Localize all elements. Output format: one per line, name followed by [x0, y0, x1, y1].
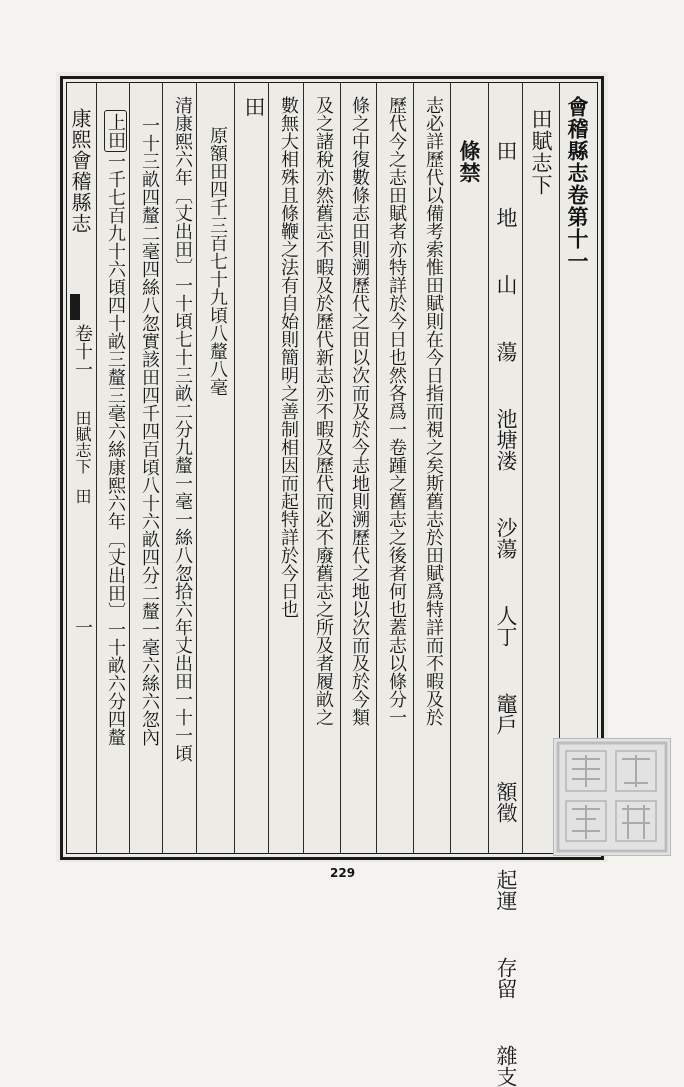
land-qing-line: 清康熙六年〔丈出田〕一十頃七十三畝二分九釐一毫一絲八忽拾六年丈出田一十一頃 — [172, 96, 193, 762]
land-original-line: 原額田四千三百七十九頃八釐八毫 — [207, 126, 228, 396]
margin-separator — [70, 290, 80, 328]
margin-volume: 卷十一 — [72, 324, 93, 378]
contents-item: 蕩 — [494, 341, 518, 362]
body-line: 志必詳歷代以備考索惟田賦則在今日指而視之矣斯舊志於田賦爲特詳而不暇及於 — [423, 96, 444, 726]
column-divider — [234, 82, 235, 854]
contents-item: 起運 — [494, 869, 518, 911]
contents-item: 田 — [494, 140, 518, 161]
column-divider — [268, 82, 269, 854]
column-divider — [196, 82, 197, 854]
upper-field-tag: 上田 — [104, 110, 127, 152]
contents-item: 山 — [494, 274, 518, 295]
body-line: 條之中復數條志田則溯歷代之田以次而及於今志地則溯歷代之地以次而及於今類 — [349, 96, 370, 726]
margin-subsection: 田 — [73, 488, 92, 504]
section-subtitle: 田賦志下 — [529, 108, 553, 196]
column-divider — [340, 82, 341, 854]
column-divider — [488, 82, 489, 854]
body-line: 數無大相殊且條鞭之法有自始則簡明之善制相因而起特詳於今日也 — [278, 96, 299, 618]
margin-section: 田賦志下 — [73, 410, 92, 474]
volume-title: 會稽縣志卷第十一 — [565, 96, 590, 272]
contents-item: 額徵 — [494, 781, 518, 823]
land-line: 一十三畝四釐二毫四絲八忽實該田四千四百頃八十六畝四分二釐一毫六絲六忽內 — [139, 116, 160, 746]
contents-item: 竈戶 — [494, 693, 518, 735]
margin-folio: 一 — [72, 618, 93, 636]
margin-book-title: 康熙會稽縣志 — [68, 108, 92, 234]
column-divider — [413, 82, 414, 854]
body-line: 歷代今之志田賦者亦特詳於今日也然各爲一卷踵之舊志之後者何也蓋志以條分一 — [386, 96, 407, 726]
contents-item: 雜支 — [494, 1045, 518, 1087]
contents-item: 人丁 — [494, 605, 518, 647]
collector-seal — [553, 738, 671, 856]
column-divider — [376, 82, 377, 854]
land-upper-line — [101, 110, 129, 746]
page-number: 229 — [330, 866, 356, 880]
column-divider — [96, 82, 97, 854]
section-marker: 田 — [242, 96, 266, 118]
seal-mark — [554, 739, 670, 855]
column-divider — [522, 82, 523, 854]
column-divider — [129, 82, 130, 854]
contents-item: 沙蕩 — [494, 517, 518, 559]
column-divider — [303, 82, 304, 854]
upper-field-text: 一千七百九十六頃四十畝三釐三毫六絲康熙六年〔丈出田〕一十畝六分四釐 — [105, 152, 126, 746]
heading-tiaojin: 條禁 — [457, 140, 482, 184]
column-divider — [450, 82, 451, 854]
contents-item: 地 — [494, 207, 518, 228]
contents-item: 存留 — [494, 957, 518, 999]
contents-list — [492, 140, 520, 1087]
contents-item: 池塘溇 — [494, 408, 518, 471]
body-line: 及之諸稅亦然舊志不暇及於歷代新志亦不暇及歷代而必不廢舊志之所及者履畝之 — [313, 96, 334, 726]
